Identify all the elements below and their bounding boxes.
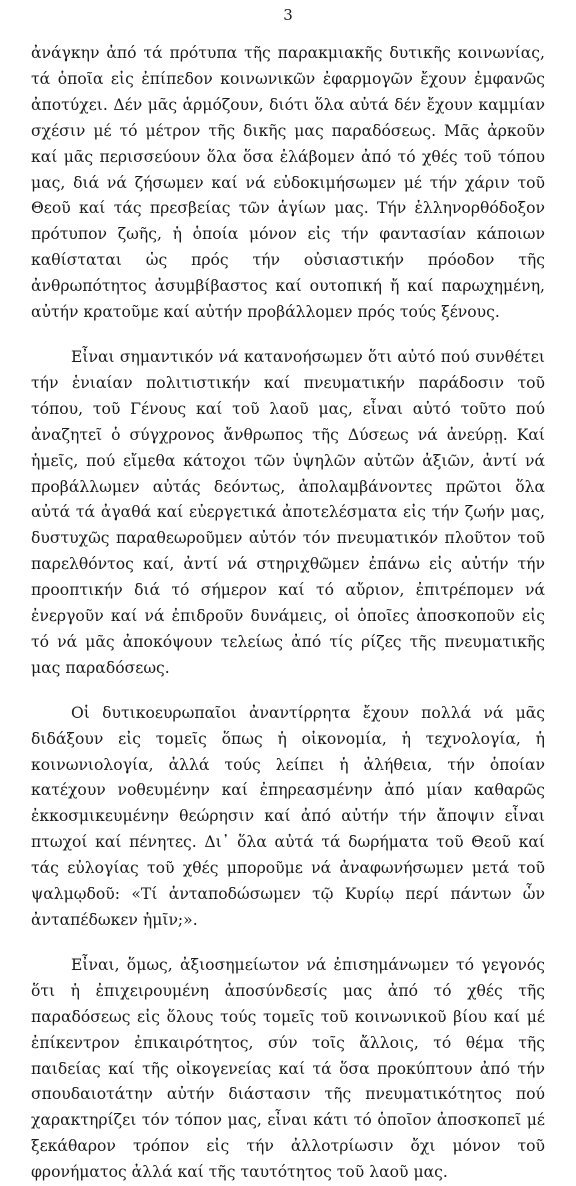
paragraph-4: Εἶναι, ὅμως, ἀξιοσημείωτον νά ἐπισημάνωμεν τό γεγονός ὅτι ἡ ἐπιχειρουμένη ἀποσύνδεσίς μας ἀπό τό χθές τῆς παραδόσεως εἰς ὅλους τούς τομεῖς τοῦ κοινωνικοῦ βίου καί μέ ἐπίκεντρον ἐπικαιρότητος, σύν τοῖς ἄλλοις, τό θέμα τῆς παιδείας καί τῆς οἰκογενείας καί τά ὅσα προκύπτουν ἀπό τήν σπουδαιοτάτην αὐτήν διάστασιν τῆς πνευματικότητος πού χαρακτηρίζει τόν τόπον μας, εἶναι κάτι τό ὁποῖον ἀποσκοπεῖ μέ ξεκάθαρον τρόπον εἰς τήν ἀλλοτρίωσιν ὄχι μόνον τοῦ φρονήματος ἀλλά καί τῆς ταυτότητος τοῦ λαοῦ μας. <box>31 955 545 1182</box>
paragraph-3: Οἱ δυτικοευρωπαῖοι ἀναντίρρητα ἔχουν πολλά νά μᾶς διδάξουν εἰς τομεῖς ὅπως ἡ οἰκονομία, ἡ τεχνολογία, ἡ κοινωνιολογία, ἀλλά τούς λείπει ἡ ἀλήθεια, τήν ὁποίαν κατέχουν νοθευμένην καί ἐπηρεασμένην ἀπό μίαν καθαρῶς ἐκκοσμικευμένην θεώρησιν καί ἀπό αὐτήν τήν ἄποψιν εἶναι πτωχοί καί πένητες. Δι᾽ ὅλα αὐτά τά δωρήματα τοῦ Θεοῦ καί τάς εὐλογίας τοῦ χθές μποροῦμε νά ἀναφωνήσωμεν μετά τοῦ ψαλμῳδοῦ: «Τί ἀνταποδώσωμεν τῷ Κυρίῳ περί πάντων ὧν ἀνταπέδωκεν ἡμῖν;». <box>31 703 545 929</box>
paragraph-2: Εἶναι σημαντικόν νά κατανοήσωμεν ὅτι αὐτό πού συνθέτει τήν ἑνιαίαν πολιτιστικήν καί πνευματικήν παράδοσιν τοῦ τόπου, τοῦ Γένους καί τοῦ λαοῦ μας, εἶναι αὐτό τοῦτο πού ἀναζητεῖ ὁ σύγχρονος ἄνθρωπος τῆς Δύσεως νά ἀνεύρῃ. Καί ἡμεῖς, πού εἴμεθα κάτοχοι τῶν ὑψηλῶν αὐτῶν ἀξιῶν, ἀντί νά προβάλλωμεν αὐτάς δεόντως, ἀπολαμβάνοντες πρῶτοι ὅλα αὐτά τά ἀγαθά καί εὐεργετικά ἀποτελέσματα εἰς τήν ζωήν μας, δυστυχῶς παραθεωροῦμεν αὐτόν τόν πνευματικόν πλοῦτον τοῦ παρελθόντος καί, ἀντί νά στηριχθῶμεν ἐπάνω εἰς αὐτήν τήν προοπτικήν διά τό σήμερον καί τό αὔριον, ἐπιτρέπομεν νά ἐνεργοῦν καί νά ἐπιδροῦν δυνάμεις, οἱ ὁποῖες ἀποσκοποῦν εἰς τό νά μᾶς ἀποκόψουν τελείως ἀπό τίς ρίζες τῆς πνευματικῆς μας παραδόσεως. <box>31 347 545 677</box>
paragraph-1: ἀνάγκην ἀπό τά πρότυπα τῆς παρακμιακῆς δυτικῆς κοινωνίας, τά ὁποῖα εἰς ἐπίπεδον κοινωνικῶν ἐφαρμογῶν ἔχουν ἐμφανῶς ἀποτύχει. Δέν μᾶς ἁρμόζουν, διότι ὅλα αὐτά δέν ἔχουν καμμίαν σχέσιν μέ τό μέτρον τῆς δικῆς μας παραδόσεως. Μᾶς ἀρκοῦν καί μᾶς περισσεύουν ὅλα ὅσα ἐλάβομεν ἀπό τό χθές τοῦ τόπου μας, διά νά ζήσωμεν καί νά εὐδοκιμήσωμεν μέ τήν χάριν τοῦ Θεοῦ καί τάς πρεσβείας τῶν ἁγίων μας. Τήν ἑλληνορθόδοξον πρότυπον ζωῆς, ἡ ὁποία μόνον εἰς τήν φαντασίαν κάποιων καθίσταται ὡς πρός τήν οὐσιαστικήν πρόοδον τῆς ἀνθρωπότητος ἀσυμβίβαστος καί ουτοπική ἤ καί παρωχημένη, αὐτήν κρατοῦμε καί αὐτήν προβάλλομεν πρός τούς ξένους. <box>31 44 545 322</box>
page-number: 3 <box>283 6 293 24</box>
